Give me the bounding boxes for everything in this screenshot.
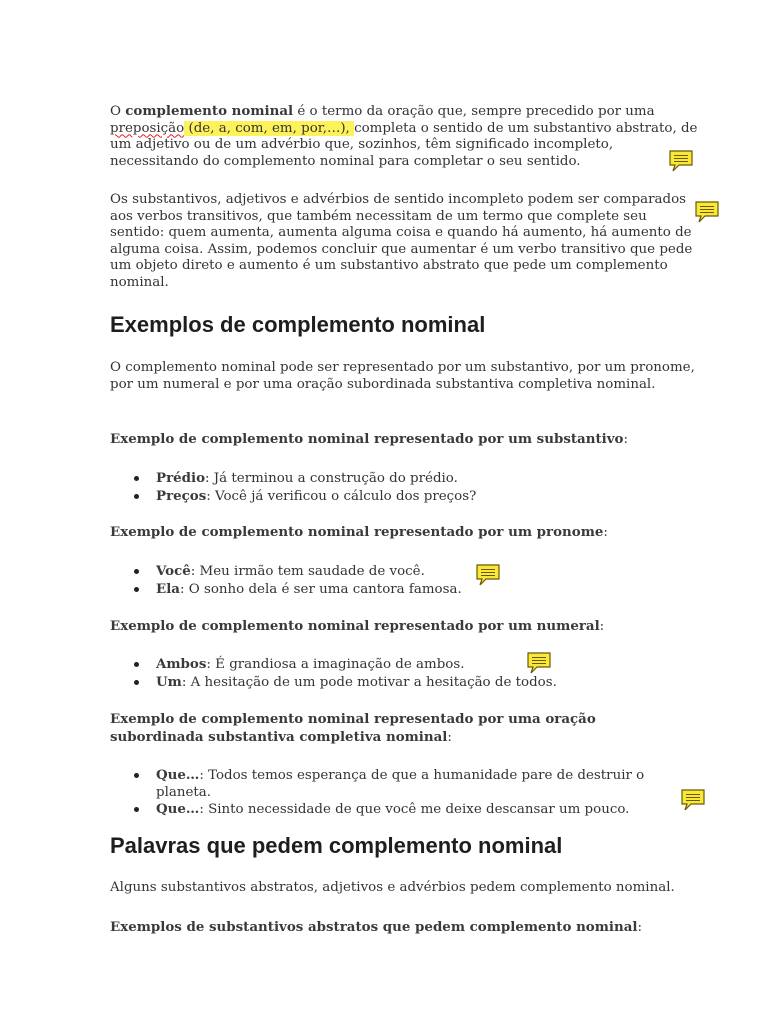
title-colon: : (637, 920, 643, 935)
bold-title: Exemplo de complemento nominal representado por um substantivo (110, 431, 624, 447)
intro-paragraph-2: Os substantivos, adjetivos e advérbios de sentido incompleto podem ser comparados aos verbos transitivos, que também necessitam de um termo que complete seu sentido: quem aumenta, aumenta alguma coisa e quando há aumento, há aumento de alguma coisa. Assim, podemos concluir que aumentar é um verbo transitivo que pede um objeto direto e aumento é um substantivo abstrato que pede um complemento nominal. (110, 192, 693, 290)
title-colon: : (447, 729, 452, 745)
spelling-flagged-word[interactable]: preposição (110, 120, 185, 136)
list-item (156, 470, 746, 488)
bold-title: Exemplo de complemento nominal representado por uma oração subordinada substantiva completiva nominal (110, 711, 596, 745)
example-sentence: : Meu irmão tem saudade de você. (190, 564, 425, 579)
title-colon: : (623, 432, 628, 447)
example-term: Você (156, 563, 191, 579)
example-term: Que… (156, 767, 200, 783)
bold-title: Exemplo de complemento nominal representado por um pronome (110, 524, 604, 540)
text-run: completa o sentido de um substantivo abstrato, de um adjetivo ou de um advérbio que, sozinhos, têm significado incompleto, necessitando do complemento nominal para completar o seu sentido. (110, 120, 698, 169)
example-group-title (110, 711, 650, 746)
title-colon: : (603, 525, 608, 540)
example-sentence: : Sinto necessidade de que você me deixe descansar um pouco. (199, 802, 630, 817)
example-list (110, 767, 700, 819)
subsection-title (110, 919, 700, 937)
example-group-title (110, 618, 700, 636)
comment-note-icon[interactable] (526, 651, 552, 675)
list-item (156, 801, 700, 819)
comment-note-icon[interactable] (680, 788, 706, 812)
list-item (156, 563, 746, 581)
highlighted-text: (de, a, com, em, por,…), (184, 120, 355, 136)
example-sentence: : Você já verificou o cálculo dos preços? (206, 488, 477, 504)
section-heading-examples: Exemplos de complemento nominal (110, 312, 486, 337)
text-run: é o termo da oração que, sempre precedido por uma (293, 104, 655, 119)
example-sentence: : O sonho dela é ser uma cantora famosa. (179, 581, 462, 597)
bold-term: complemento nominal (125, 103, 294, 119)
example-term: Um (156, 673, 182, 690)
list-item (156, 488, 746, 506)
example-group-title (110, 524, 700, 542)
example-term: Prédio (156, 470, 206, 486)
list-item (156, 767, 700, 801)
comment-note-icon[interactable] (475, 563, 501, 587)
bold-title: Exemplo de complemento nominal representado por um numeral (110, 618, 600, 634)
section-intro-examples: O complemento nominal pode ser representado por um substantivo, por um pronome, por um numeral e por uma oração subordinada substantiva completiva nominal. (110, 360, 695, 392)
section-intro-words: Alguns substantivos abstratos, adjetivos e advérbios pedem complemento nominal. (110, 880, 675, 895)
example-list (110, 563, 746, 598)
text-run: O (110, 104, 126, 119)
example-group-title (110, 431, 700, 449)
example-term: Ambos (156, 656, 207, 672)
example-sentence: : Já terminou a construção do prédio. (205, 471, 458, 486)
intro-paragraph-1 (110, 103, 700, 170)
example-list (110, 470, 746, 505)
comment-note-icon[interactable] (668, 149, 694, 173)
section-heading-words: Palavras que pedem complemento nominal (110, 833, 563, 858)
list-item (156, 674, 746, 692)
example-sentence: : A hesitação de um pode motivar a hesitação de todos. (181, 674, 557, 690)
bold-title: Exemplos de substantivos abstratos que pedem complemento nominal (110, 919, 638, 935)
list-item (156, 656, 746, 674)
example-term: Ela (156, 580, 180, 597)
list-item (156, 581, 746, 599)
example-sentence: : Todos temos esperança de que a humanidade pare de destruir o planeta. (156, 768, 645, 800)
comment-note-icon[interactable] (694, 200, 720, 224)
example-sentence: : É grandiosa a imaginação de ambos. (206, 657, 465, 672)
example-list (110, 656, 746, 691)
title-colon: : (599, 619, 605, 634)
example-term: Preços (156, 487, 207, 504)
example-term: Que… (156, 801, 200, 817)
